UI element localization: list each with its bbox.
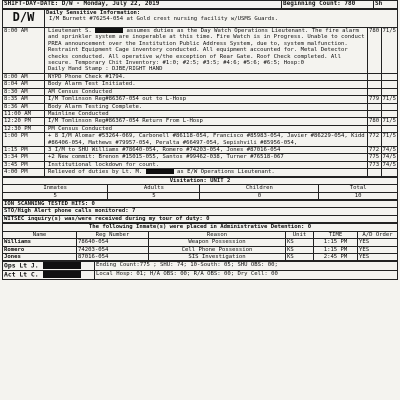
log-count: 772 (367, 133, 381, 147)
admin-cell: 1:15 PM (314, 239, 358, 246)
log-shu-count: 71/5 (382, 118, 396, 125)
daily-info-text: I/M Burnett #76254-054 at Gold crest nursing facility w/USMS Guards. (49, 16, 279, 23)
ending-count: Ending Count:775 ; SHU: 74; 10-South: 05; SHU OBS: 00; (95, 262, 398, 271)
log-entry-text: Lieutenant S. (48, 27, 92, 34)
log-entry (45, 169, 368, 176)
log-shu-count (381, 81, 397, 88)
act-lt-signature (3, 271, 95, 280)
log-entry (45, 27, 368, 73)
shift-code: D/W (3, 9, 45, 27)
beginning-count: Beginning Count: 780 (282, 1, 374, 9)
log-shu-count (381, 103, 397, 110)
visitation-header: Inmates (3, 185, 108, 192)
act-lt-label: Act Lt C. (4, 270, 39, 279)
ops-lt-signature (3, 262, 95, 271)
table-row (3, 253, 398, 260)
admin-cell: Romero (3, 246, 77, 253)
log-time: 8:35 AM (3, 96, 45, 103)
log-count: 780 (368, 118, 380, 125)
log-shu-count (381, 125, 397, 132)
admin-cell: KS (286, 253, 314, 260)
ops-lt-label: Ops Lt J. (4, 261, 39, 270)
log-count (367, 103, 381, 110)
log-time: 12:20 PM (3, 118, 45, 125)
admin-header: Unit (286, 231, 314, 238)
log-entry-text: PM Census Conducted (45, 125, 368, 132)
log-count (367, 88, 381, 95)
log-entry-text: + 8 I/M Alomar #53264-069, Carbonell #86118-054, Francisco #85983-054, Javier #86229-054, Kidd #86406-054, Mathews #79957-054, Peralta #66497-054, Sepishvili #85956-054, (45, 133, 368, 147)
log-count: 780 (367, 27, 381, 73)
admin-header: TIME (314, 231, 358, 238)
log-entry-text: as E/W Operations Lieutenant. (177, 169, 275, 176)
log-time: 12:30 PM (3, 125, 45, 132)
log-time: 4:00 PM (3, 169, 45, 176)
table-row (3, 246, 398, 253)
admin-title: The following Inmate(s) were placed in Administrative Detention: 0 (3, 224, 398, 231)
visitation-value: 5 (108, 192, 200, 199)
visitation-title: Visitation: UNIT 2 (3, 177, 398, 184)
log-entry-text: Institutional lockdown for count. (45, 161, 368, 168)
sto-calls: STO/High Alert phone calls monitored: 7 (3, 208, 398, 215)
ion-scanning: ION SCANNING TESTED HITS: 0 (3, 201, 398, 208)
log-shu-count: 74/5 (382, 161, 396, 168)
log-entry-text: AM Census Conducted (45, 88, 368, 95)
log-count (367, 125, 381, 132)
log-entry-text: 3 I/M to SHU Williams #78640-054, Romero #74203-054, Jones #87016-054 (45, 147, 368, 154)
redaction-bar (43, 262, 81, 269)
log-shu-count (381, 110, 397, 117)
log-count: 779 (368, 96, 380, 103)
log-table (2, 9, 398, 177)
log-entry-text: Body Alarm Test Initiated. (45, 81, 368, 88)
header-bar (2, 0, 398, 9)
log-time: 3:34 PM (3, 154, 45, 161)
log-count (367, 110, 381, 117)
log-entry-text: Body Alarm Testing Complete. (45, 103, 368, 110)
admin-cell: 74203-054 (77, 246, 149, 253)
log-shu-count: 71/5 (381, 27, 397, 73)
log-count: 772 (368, 147, 380, 154)
log-entry-text: Daily Hand Stamp : DJBE/RIGHT HAND (48, 66, 163, 73)
table-row (3, 239, 398, 246)
log-shu-count: 71/5 (381, 133, 397, 147)
log-entry-text: I/M Tomlinson Reg#86367-054 out to L-Hosp (45, 96, 368, 103)
visitation-value: 0 (200, 192, 319, 199)
log-time: 8:36 AM (3, 103, 45, 110)
log-time: 8:00 AM (3, 27, 45, 73)
shift-day-date: SHIFT-DAY-DATE: D/W - Monday, July 22, 2019 (3, 1, 282, 9)
log-count: 775 (368, 154, 380, 161)
admin-header: A/D Order (358, 231, 398, 238)
admin-cell: Jones (3, 253, 77, 260)
visitation-header: Total (319, 185, 398, 192)
log-time: 11:00 AM (3, 110, 45, 117)
local-hosp-count: Local Hosp: 01; H/A OBS: 00; R/A OBS: 00; Dry Cell: 00 (95, 271, 398, 280)
visitation-table (2, 177, 398, 200)
admin-cell: Cell Phone Possession (149, 246, 286, 253)
log-shu-count (381, 169, 397, 176)
summary-lines (2, 200, 398, 223)
admin-cell: YES (358, 239, 398, 246)
log-count (367, 169, 381, 176)
log-shu-count: 74/5 (382, 147, 396, 154)
log-count (367, 73, 381, 80)
log-time: 8:00 AM (3, 73, 45, 80)
log-count: 773 (368, 161, 380, 168)
log-time: 1:15 PM (3, 147, 45, 154)
redaction-bar (43, 271, 81, 278)
redaction-bar (146, 169, 174, 174)
visitation-header: Children (200, 185, 319, 192)
daily-info (45, 9, 398, 27)
admin-cell: YES (358, 246, 398, 253)
admin-cell: 1:15 PM (314, 246, 358, 253)
count-partial: Sh (374, 1, 398, 9)
footer-signoff (2, 261, 398, 280)
admin-cell: KS (286, 239, 314, 246)
log-entry-text: assumes duties as the Day Watch Operations Lieutenant. The fire alarm and sprinkler system are inoperable at this time. Fire Watch is in Progress. Unable to conduct PREA announcement over the Institution Public Address System, due to, system malfunction. Restraint Equipment Cage inventory conducted. All equipment accounted for. Metal Detector checks conducted. All operative w/the exception of Rear Gate. Roof Check completed. All secure. Temporary Chit Inventory: #1:0; #2:5; #3:5; #4:6; #5:6; #6:5; Hosp:0 (48, 27, 365, 66)
log-shu-count: 71/5 (382, 96, 396, 103)
redaction-bar (95, 28, 123, 33)
log-entry-text: Relieved of duties by Lt. M. (48, 169, 143, 176)
admin-cell: YES (358, 253, 398, 260)
admin-cell: SIS Investigation (149, 253, 286, 260)
witsec-inquiry: WITSEC inquiry(s) was/were received during my tour of duty: 0 (3, 215, 398, 222)
log-time: 8:30 AM (3, 88, 45, 95)
admin-detention-table (2, 223, 398, 261)
log-entry-text: NYPD Phone Check #1794. (45, 73, 368, 80)
log-count (367, 81, 381, 88)
visitation-value: 10 (319, 192, 398, 199)
log-entry-text: Mainline Conducted (45, 110, 368, 117)
visitation-value: 5 (3, 192, 108, 199)
log-shu-count: 74/5 (382, 154, 396, 161)
log-entry-text: I/M Tomlinson Reg#86367-054 Return From L-Hosp (45, 118, 368, 125)
admin-cell: Williams (3, 239, 77, 246)
admin-cell: 78640-054 (77, 239, 149, 246)
log-time: 8:04 AM (3, 81, 45, 88)
log-shu-count (381, 73, 397, 80)
admin-cell: Weapon Possession (149, 239, 286, 246)
log-time: 1:00 PM (3, 133, 45, 147)
admin-cell: 2:45 PM (314, 253, 358, 260)
daily-info-title: Daily Sensitive Information: (46, 9, 141, 16)
admin-header: Reg Number (77, 231, 149, 238)
admin-cell: 87016-054 (77, 253, 149, 260)
admin-header: Name (3, 231, 77, 238)
admin-cell: KS (286, 246, 314, 253)
visitation-header: Adults (108, 185, 200, 192)
log-entry-text: +2 New commit: Brenon #15015-055, Santos #99462-038, Turner #76518-067 (45, 154, 368, 161)
admin-header: Reason (149, 231, 286, 238)
log-time: 3:45 PM (3, 161, 45, 168)
log-shu-count (381, 88, 397, 95)
